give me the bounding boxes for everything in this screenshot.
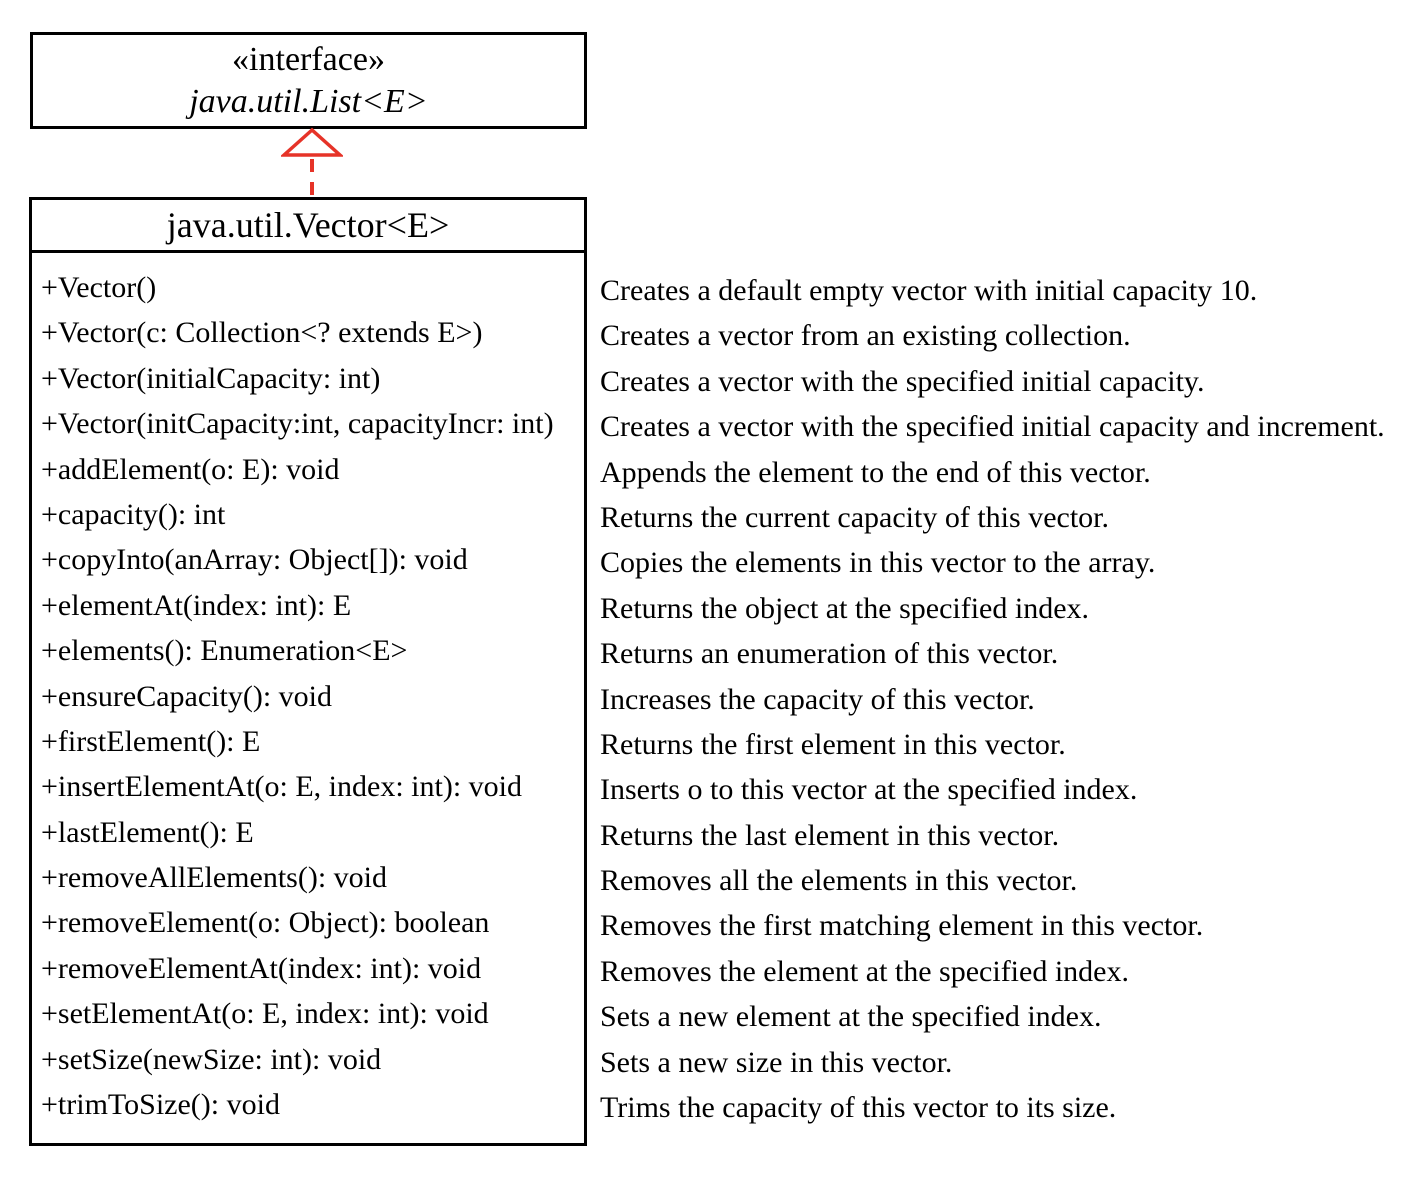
method-description: Returns the first element in this vector. <box>600 727 1066 761</box>
method-item: +Vector(c: Collection<? extends E>) <box>41 316 483 350</box>
hollow-triangle-icon <box>284 130 340 155</box>
method-item: +capacity(): int <box>41 497 226 531</box>
method-description: Sets a new size in this vector. <box>600 1045 953 1079</box>
method-item: +lastElement(): E <box>41 815 254 849</box>
class-title: java.util.Vector<E> <box>32 200 584 253</box>
method-item: +trimToSize(): void <box>41 1088 280 1122</box>
method-description: Removes the first matching element in this vector. <box>600 909 1204 943</box>
method-description: Removes all the elements in this vector. <box>600 864 1078 898</box>
method-description: Increases the capacity of this vector. <box>600 682 1035 716</box>
interface-box <box>30 32 587 129</box>
realization-arrow <box>281 127 343 199</box>
method-description: Creates a vector from an existing collection. <box>600 319 1131 353</box>
method-item: +setSize(newSize: int): void <box>41 1042 382 1076</box>
method-item: +removeElement(o: Object): boolean <box>41 906 490 940</box>
method-description: Appends the element to the end of this vector. <box>600 455 1151 489</box>
method-description: Creates a default empty vector with initial capacity 10. <box>600 274 1258 307</box>
method-item: +elements(): Enumeration<E> <box>41 634 408 668</box>
method-description: Returns the object at the specified index. <box>600 591 1090 625</box>
method-item: +removeElementAt(index: int): void <box>41 951 482 985</box>
interface-stereotype: «interface» <box>232 40 385 78</box>
interface-name: java.util.List<E> <box>189 82 428 120</box>
method-item: +Vector(initCapacity:int, capacityIncr: int) <box>41 407 554 441</box>
method-description: Sets a new element at the specified index. <box>600 1000 1102 1034</box>
method-description: Creates a vector with the specified initial capacity. <box>600 364 1205 398</box>
method-description: Returns the last element in this vector. <box>600 818 1060 852</box>
method-item: +ensureCapacity(): void <box>41 679 332 713</box>
methods-list <box>32 253 584 1127</box>
method-item: +copyInto(anArray: Object[]): void <box>41 543 468 577</box>
method-description: Inserts o to this vector at the specified index. <box>600 773 1138 807</box>
class-box <box>29 197 587 1146</box>
method-description: Copies the elements in this vector to the array. <box>600 546 1156 580</box>
method-item: +addElement(o: E): void <box>41 452 340 486</box>
method-item: +setElementAt(o: E, index: int): void <box>41 997 489 1031</box>
method-description: Creates a vector with the specified initial capacity and increment. <box>600 410 1385 444</box>
method-description: Returns an enumeration of this vector. <box>600 637 1059 671</box>
method-item: +Vector(initialCapacity: int) <box>41 361 381 395</box>
method-item: +elementAt(index: int): E <box>41 588 352 622</box>
method-description: Removes the element at the specified index. <box>600 954 1129 988</box>
method-item: +firstElement(): E <box>41 724 261 758</box>
method-item: +Vector() <box>41 271 157 304</box>
method-item: +removeAllElements(): void <box>41 861 387 895</box>
method-description: Trims the capacity of this vector to its size. <box>600 1091 1117 1125</box>
descriptions-list <box>600 268 1400 1130</box>
method-item: +insertElementAt(o: E, index: int): void <box>41 770 522 804</box>
method-description: Returns the current capacity of this vector. <box>600 500 1109 534</box>
